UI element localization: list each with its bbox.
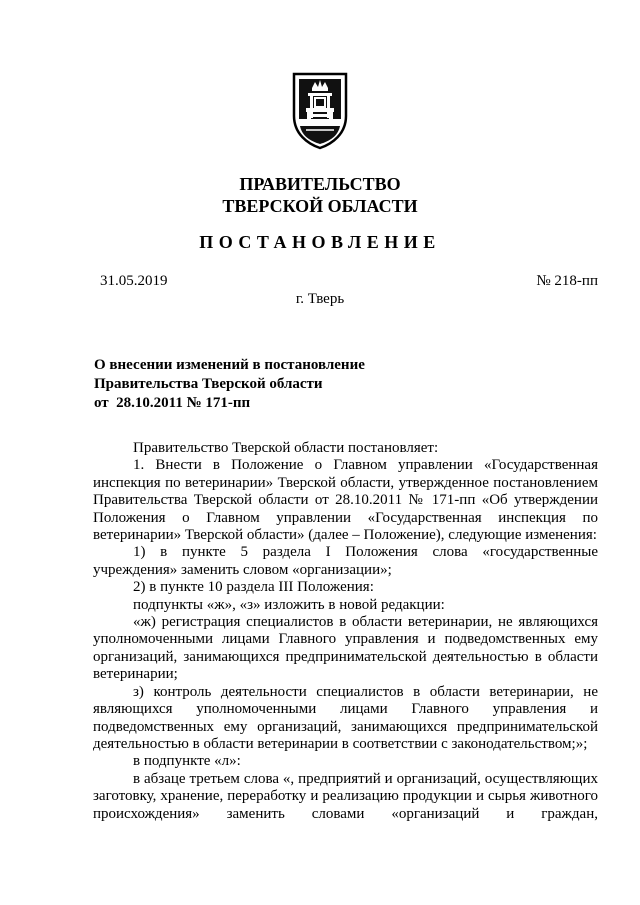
document-type: ПОСТАНОВЛЕНИЕ <box>199 232 441 252</box>
organization-name-line2: ТВЕРСКОЙ ОБЛАСТИ <box>222 196 418 216</box>
body-paragraph: в абзаце третьем слова «, предприятий и организаций, осуществляющих заготовку, хранение, переработку и реализацию продукции и сырья животного происхождения» заменить словами «организаций и граждан, <box>93 770 598 822</box>
document-number: № 218-пп <box>536 273 598 289</box>
document-city: г. Тверь <box>295 291 345 307</box>
body-paragraph: 1. Внести в Положение о Главном управлении «Государственная инспекция по ветеринарии» Тверской области, утвержденное постановлением Правительства Тверской области от 28.10.2011 № 171-пп «Об утверждении Положения о Главном управлении «Государственная инспекция по ветеринарии» Тверской области» (далее – Положение), следующие изменения: <box>93 457 598 544</box>
body-paragraph: подпункты «ж», «з» изложить в новой редакции: <box>133 596 445 613</box>
document-subject <box>94 356 365 413</box>
subject-line: от 28.10.2011 № 171-пп <box>94 395 251 411</box>
body-paragraph: 1) в пункте 5 раздела I Положения слова «государственные учреждения» заменить словом «организации»; <box>93 544 598 578</box>
document-date: 31.05.2019 <box>100 273 168 289</box>
document-body <box>93 440 598 823</box>
body-paragraph: «ж) регистрация специалистов в области ветеринарии, не являющихся уполномоченными лицами Главного управления и подведомственных ему организаций, занимающихся предпринимательской деятельностью в области ветеринарии; <box>93 614 598 683</box>
body-paragraph: в подпункте «л»: <box>133 753 241 770</box>
body-paragraph: Правительство Тверской области постановляет: <box>133 440 439 456</box>
body-paragraph: з) контроль деятельности специалистов в области ветеринарии, не являющихся уполномоченными лицами Главного управления и подведомственных ему организаций, занимающихся предпринимательской деятельностью в области ветеринарии в соответствии с законодательством;»; <box>93 683 598 752</box>
tver-coat-of-arms-icon <box>290 70 350 150</box>
body-paragraph: 2) в пункте 10 раздела III Положения: <box>133 579 374 596</box>
subject-line: Правительства Тверской области <box>94 376 323 392</box>
organization-name-line1: ПРАВИТЕЛЬСТВО <box>239 174 401 194</box>
subject-line: О внесении изменений в постановление <box>94 357 365 373</box>
